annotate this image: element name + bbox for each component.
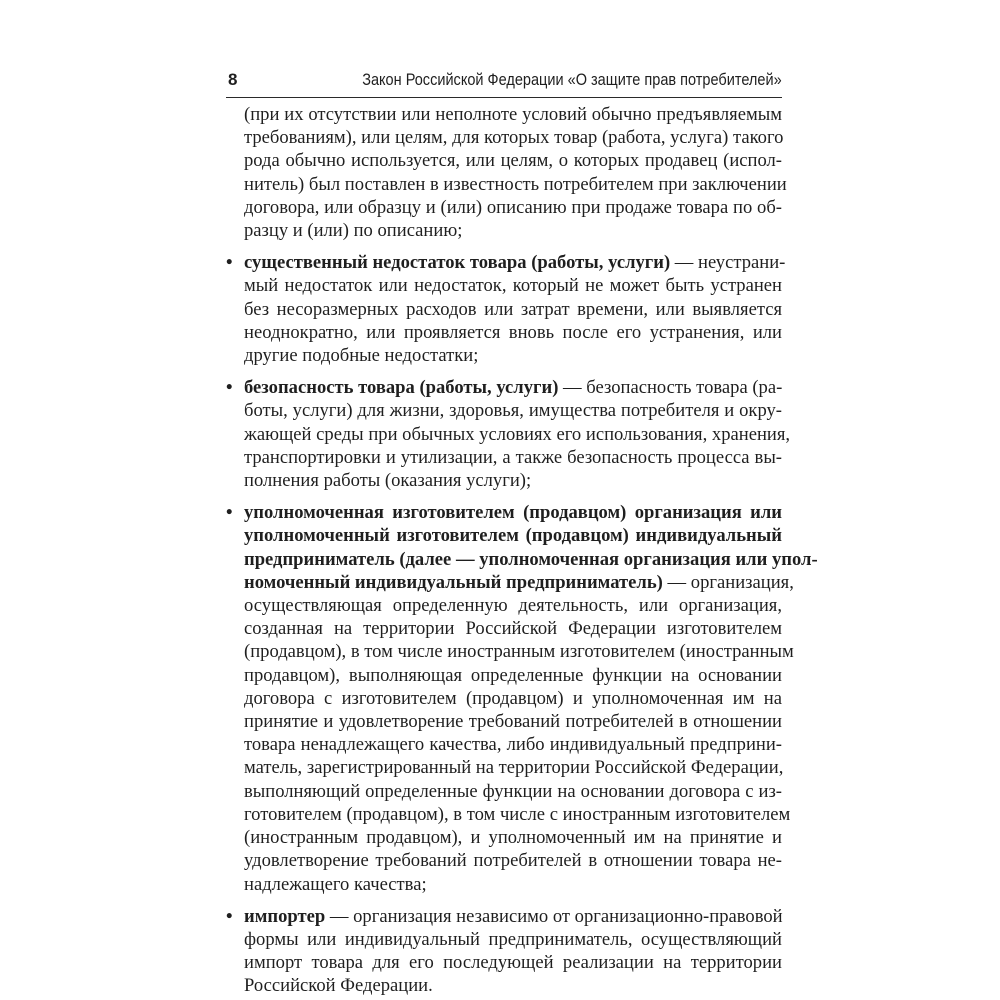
text-line: готовителем (продавцом), в том числе с иностранным изготовителем: [244, 803, 791, 825]
text-line: рода обычно используется, или целям, о которых продавец (испол-: [244, 150, 782, 172]
definition-item-importer: [226, 905, 782, 998]
definition-first-line-rest: — организация,: [662, 571, 794, 593]
definition-text: [244, 251, 786, 367]
text-line: матель, зарегистрированный на территории Российской Федерации,: [244, 757, 784, 779]
definition-item-product-safety: [226, 376, 791, 492]
bullet-icon: •: [226, 252, 233, 274]
definition-item-significant-defect: [226, 251, 786, 367]
definition-first-line: [244, 571, 794, 594]
definition-term: предприниматель (далее — уполномоченная организация или упол-: [244, 548, 818, 570]
text-line: (при их отсутствии или неполноте условий обычно предъявляемым: [244, 104, 782, 125]
text-line: неоднократно, или проявляется вновь после его устранения, или: [244, 321, 782, 343]
definition-first-line-rest: — безопасность товара (ра-: [558, 377, 783, 399]
text-line: выполняющий определенные функции на основании договора с из-: [244, 780, 782, 802]
definition-first-line: [244, 905, 782, 928]
text-line: разцу и (или) по описанию;: [244, 220, 463, 242]
definition-term-line: [244, 524, 782, 547]
text-line: полнения работы (оказания услуги);: [244, 470, 532, 492]
definition-term-line: [244, 501, 782, 524]
text-line: осуществляющая определенную деятельность, или организация,: [244, 595, 782, 617]
text-line: транспортировки и утилизации, а также безопасность процесса вы-: [244, 446, 782, 468]
text-line: договора, или образцу и (или) описанию при продаже товара по об-: [244, 196, 782, 218]
text-line: требованиям), или целям, для которых товар (работа, услуга) такого: [244, 127, 784, 149]
definition-first-line-rest: — неустрани-: [670, 252, 786, 274]
text-line: принятие и удовлетворение требований потребителей в отношении: [244, 711, 782, 733]
text-line: жающей среды при обычных условиях его использования, хранения,: [244, 423, 791, 445]
definition-first-line-rest: — организация независимо от организационно-правовой: [325, 905, 783, 927]
page-body: [226, 103, 818, 998]
definition-term: импортер: [244, 905, 326, 927]
running-header: [226, 65, 782, 98]
text-line: мый недостаток или недостаток, который не может быть устранен: [244, 275, 782, 297]
text-line: Российской Федерации.: [244, 975, 433, 997]
running-title: Закон Российской Федерации «О защите прав потребителей»: [362, 71, 782, 89]
text-line: другие подобные недостатки;: [244, 345, 479, 367]
text-line: созданная на территории Российской Федерации изготовителем: [244, 618, 782, 640]
text-line: договора с изготовителем (продавцом) и уполномоченная им на: [244, 687, 782, 709]
definition-term: номоченный индивидуальный предприниматель): [244, 571, 663, 593]
definition-text: [244, 905, 782, 998]
definition-text: [244, 501, 818, 895]
text-line: импорт товара для его последующей реализации на территории: [244, 952, 782, 974]
text-line: формы или индивидуальный предприниматель, осуществляющий: [244, 928, 782, 950]
continuation-paragraph: [226, 103, 787, 242]
definition-text: [244, 376, 791, 492]
bullet-icon: •: [226, 377, 233, 399]
text-line: (иностранным продавцом), и уполномоченный им на принятие и: [244, 827, 782, 849]
page-number: 8: [228, 70, 238, 89]
text-line: боты, услуги) для жизни, здоровья, имущества потребителя и окру-: [244, 400, 782, 422]
definition-term: безопасность товара (работы, услуги): [244, 377, 559, 399]
definition-term: существенный недостаток товара (работы, услуги): [244, 252, 671, 274]
text-line: надлежащего качества;: [244, 873, 427, 895]
definition-first-line: [244, 251, 786, 274]
bullet-icon: •: [226, 905, 233, 927]
definition-term: уполномоченный изготовителем (продавцом) индивидуальный: [244, 525, 782, 547]
text-line: товара ненадлежащего качества, либо индивидуальный предприни-: [244, 734, 782, 756]
text-line: без несоразмерных расходов или затрат времени, или выявляется: [244, 298, 782, 320]
text-line: продавцом), выполняющая определенные функции на основании: [244, 664, 782, 686]
definition-term-line: [244, 548, 818, 571]
definition-first-line: [244, 376, 782, 399]
text-line: удовлетворение требований потребителей в отношении товара не-: [244, 850, 782, 872]
bullet-icon: •: [226, 502, 233, 524]
text-line: нитель) был поставлен в известность потребителем при заключении: [244, 173, 787, 195]
definition-item-authorized-organization: [226, 501, 818, 895]
definition-term: уполномоченная изготовителем (продавцом) организация или: [244, 502, 782, 524]
text-line: (продавцом), в том числе иностранным изготовителем (иностранным: [244, 641, 794, 663]
